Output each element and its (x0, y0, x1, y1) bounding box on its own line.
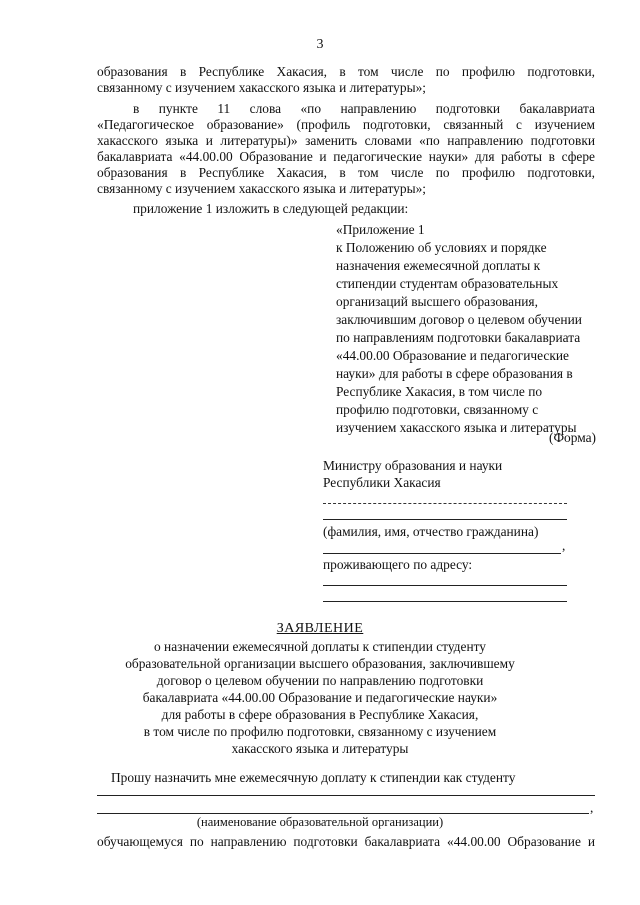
statement-title: ЗАЯВЛЕНИЕ (276, 621, 364, 636)
statement-subtitle-2: образовательной организации высшего образования, заключившему (125, 656, 515, 671)
name-field-line-2[interactable] (323, 519, 567, 520)
form-label: (Форма) (548, 430, 596, 445)
address-field-line-1[interactable] (323, 585, 567, 586)
last-line: обучающемуся по направлению подготовки бакалавриата «44.00.00 Образование и (97, 834, 595, 849)
addressee-line-2: Республики Хакасия (323, 475, 441, 490)
appendix-line-7: по направлениям подготовки бакалавриата (336, 330, 581, 345)
statement-subtitle-6: в том числе по профилю подготовки, связанному с изучением (143, 724, 497, 739)
para3-line: приложение 1 изложить в следующей редакции: (133, 201, 409, 216)
appendix-line-1: «Приложение 1 (336, 222, 425, 237)
para2-line-2: «Педагогическое образование» (профиль подготовки, связанный с изучением (97, 117, 595, 132)
appendix-line-12: изучением хакасского языка и литературы (336, 420, 577, 435)
statement-subtitle-1: о назначении ежемесячной доплаты к стипендии студенту (154, 639, 486, 654)
appendix-line-5: организаций высшего образования, (336, 294, 538, 309)
appendix-line-3: назначения ежемесячной доплаты к (336, 258, 541, 273)
statement-subtitle-7: хакасского языка и литературы (231, 741, 409, 756)
statement-subtitle-4: бакалавриата «44.00.00 Образование и педагогические науки» (142, 690, 498, 705)
name-field-line-1[interactable] (323, 503, 567, 504)
org-field-line-2[interactable] (97, 813, 589, 814)
para2-line-1: в пункте 11 слова «по направлению подготовки бакалавриата (133, 101, 595, 116)
address-field-line-2[interactable] (323, 601, 567, 602)
page-number: 3 (316, 37, 324, 52)
comma-after-org: , (590, 800, 594, 815)
name-field-line-3[interactable] (323, 553, 561, 554)
appendix-line-4: стипендии студентам образовательных (336, 276, 559, 291)
appendix-line-8: «44.00.00 Образование и педагогические (336, 348, 569, 363)
para2-line-4: бакалавриата «44.00.00 Образование и педагогические науки» для работы в сфере (97, 149, 595, 164)
org-caption: (наименование образовательной организации) (196, 815, 444, 829)
addressee-line-1: Министру образования и науки (323, 458, 503, 473)
residing-label: проживающего по адресу: (323, 557, 473, 572)
para2-line-5: образования в Республике Хакасия, в том числе по профилю подготовки, (97, 165, 595, 180)
para2-line-6: связанному с изучением хакасского языка и литературы»; (97, 181, 426, 196)
request-line: Прошу назначить мне ежемесячную доплату к стипендии как студенту (111, 770, 516, 785)
org-field-line-1[interactable] (97, 795, 595, 796)
appendix-line-11: профилю подготовки, связанному с (336, 402, 539, 417)
appendix-line-9: науки» для работы в сфере образования в (336, 366, 573, 381)
statement-subtitle-5: для работы в сфере образования в Республике Хакасия, (161, 707, 479, 722)
fio-caption: (фамилия, имя, отчество гражданина) (323, 524, 539, 539)
appendix-line-6: заключившим договор о целевом обучении (336, 312, 582, 327)
intro-line-2: связанному с изучением хакасского языка и литературы»; (97, 80, 426, 95)
comma-after-name: , (562, 538, 566, 553)
para2-line-3: хакасского языка и литературы)» заменить словами «по направлению подготовки (97, 133, 595, 148)
appendix-line-10: Республике Хакасия, в том числе по (336, 384, 543, 399)
appendix-line-2: к Положению об условиях и порядке (336, 240, 547, 255)
intro-line-1: образования в Республике Хакасия, в том числе по профилю подготовки, (97, 64, 595, 79)
statement-subtitle-3: договор о целевом обучении по направлению подготовки (156, 673, 484, 688)
